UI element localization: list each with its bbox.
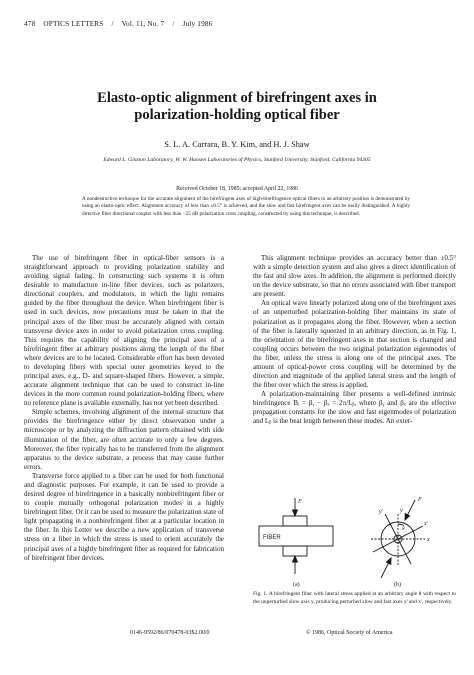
received-date: Received October 18, 1985; accepted April 22, 1986 xyxy=(176,186,298,192)
figure-1-diagram xyxy=(253,494,456,589)
running-head xyxy=(24,20,454,28)
separator: / xyxy=(172,20,175,28)
title-line: polarization-holding optical fiber xyxy=(134,107,340,123)
footer-copyright: © 1986, Optical Society of America xyxy=(306,630,393,636)
fiber-label: FIBER xyxy=(263,535,281,541)
title-line: Elasto-optic alignment of birefringent axes in xyxy=(97,90,377,106)
figure-1 xyxy=(253,494,456,589)
lower-plate xyxy=(283,546,307,556)
x-axis-label: x xyxy=(427,537,430,543)
figure-caption: Fig. 1. A birefringent fiber with lateral stress applied at an arbitrary angle θ with respect to the unperturbed slow axis y, producing perturbed slow and fast axes y' and x', respectively. xyxy=(253,591,456,605)
journal-name: OPTICS LETTERS xyxy=(43,20,104,28)
affiliation: Edward L. Ginzton Laboratory, W. W. Hansen Laboratories of Physics, Stanford University, Stanford, California 94305 xyxy=(103,157,371,163)
y-axis-label: y xyxy=(400,508,403,514)
paragraph: Transverse force applied to a fiber can be used for both functional and diagnostic purposes. For example, it can be used to provide a desired degree of birefringence in a basically nonbirefringent fiber or to couple mutually orthogonal polarization modes in a highly birefringent fiber. Or it can be used to measure the polarization state of light propagating in a nonbirefringent fiber at a particular location in the fiber. In this Letter we describe a new application of transverse stress on a fiber in which the stress is used to orient accurately the principal axes of a highly birefringent fiber as required for fabrication of birefringent fiber devices. xyxy=(24,471,224,562)
force-arrowhead-top xyxy=(293,510,298,516)
volume-info: Vol. 11, No. 7 xyxy=(121,20,165,28)
paragraph: A polarization-maintaining fiber presents a well-defined intrinsic birefringence Bᵢ = βᵧ − βₓ = 2π/Lᵦ, where βᵧ and βₓ are the effective propagation constants for the slow and fast eigenmodes of polarization and Lᵦ is the beat length between these modes. An exter- xyxy=(253,390,456,426)
force-arrowhead-bottom xyxy=(293,556,298,562)
paragraph: The use of birefringent fiber in optical-fiber sensors is a straightforward approach to providing polarization stability and avoiding signal fading. In constructing such systems it is often desirable to manufacture in-line fiber devices, such as polarizers, directional couplers, and modulators, in which the light remains guided by the fiber throughout the device. When birefringent fiber is used in such devices, now precautions must be taken in that the principal axes of the fiber must be accurately aligned with certain transverse device axes in order to avoid polarization cross coupling. This requires the capability of aligning the principal axes of a birefringent fiber at arbitrary positions along the length of the fiber where devices are to be located. Considerable effort has been devoted to developing fibers with special outer geometries keyed to the principal axes, e.g., D- and square-shaped fibers. However, a simple, accurate alignment technique that can be used to construct in-line devices in the more common round polarization-holding fibers, where no reference plane is available externally, has not yet been described. xyxy=(24,254,224,408)
x-prime-label: x' xyxy=(424,521,428,527)
abstract: A nondestructive technique for the accurate alignment of the birefringent axes of high-birefringence optical fibers to an arbitrary position is demonstrated by using an elasto-optic effect. Alignment accuracy of less than ±0.5° is achieved, and the slow and fast birefringent axes can be easily distinguished. A highly directive fiber directional coupler with less than −25 dB polarization cross coupling, constructed by using this technique, is described. xyxy=(82,196,410,217)
force-label: F xyxy=(298,499,302,505)
force-label-b: F xyxy=(418,497,422,503)
footer-code: 0146-9592/86/070478-03$2.00/0 xyxy=(130,630,210,636)
right-column xyxy=(253,254,456,426)
separator: / xyxy=(111,20,114,28)
paragraph: This alignment technique provides an accuracy better than ±0.5° with a simple detection system and also gives a direct identification of the fast and slow axes. In addition, the alignment is performed directly on the device substrate, so that no errors associated with fiber transport are present. xyxy=(253,254,456,299)
paragraph: Simple schemes, involving alignment of the internal structure that provides the birefringence either by direct observation under a microscope or by analyzing the diffraction pattern obtained with side illumination of the fiber, are often accurate to only a few degrees. Moreover, the fiber typically has to be transferred from the alignment apparatus to the device substrate, a process that may cause further errors. xyxy=(24,408,224,471)
panel-a-label: (a) xyxy=(293,582,300,588)
angle-arc xyxy=(398,524,404,526)
angle-label: θ xyxy=(402,527,405,532)
force-arrowhead-b-top xyxy=(405,514,410,520)
left-column xyxy=(24,254,224,563)
page-number: 478 xyxy=(24,20,36,28)
issue-date: July 1986 xyxy=(182,20,213,28)
y-prime-label: y' xyxy=(379,509,383,515)
paper-title xyxy=(20,90,454,124)
upper-plate xyxy=(283,516,307,526)
force-arrowhead-b-bottom xyxy=(386,558,391,564)
panel-b-label: (b) xyxy=(394,582,401,588)
paragraph: An optical wave linearly polarized along one of the birefringent axes of an unperturbed polarization-holding fiber maintains its state of polarization as it propagates along the fiber. However, when a section of the fiber is laterally squeezed in an arbitrary direction, as in Fig. 1, the orientation of the birefringent axes in that section is changed and coupling occurs between the two original polarization eigenmodes of the fiber, unless the stress is along one of the principal axes. The amount of optical-power cross coupling will be determined by the direction and magnitude of the applied lateral stress and the length of the fiber over which the stress is applied. xyxy=(253,299,456,390)
author-list: S. L. A. Carrara, B. Y. Kim, and H. J. Shaw xyxy=(164,140,310,149)
